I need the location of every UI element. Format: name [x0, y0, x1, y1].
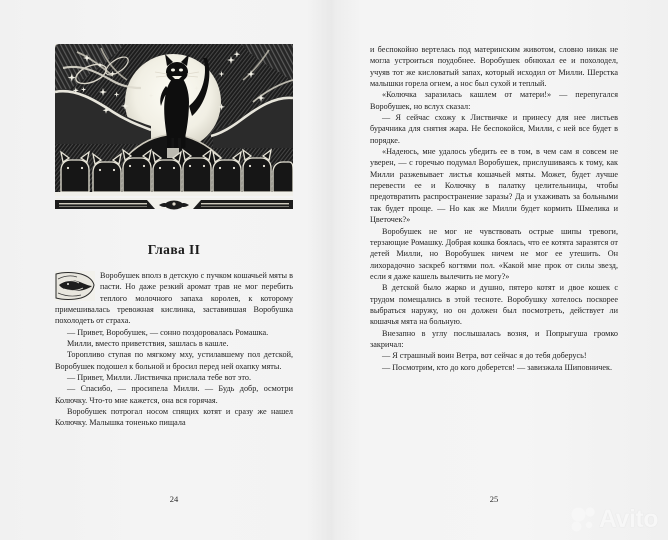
- ornamental-rule-icon: [55, 198, 293, 212]
- paragraph: [370, 282, 618, 327]
- paragraph-text: «Колючка заразилась кашлем от матери!» — перепугался Воробушек, но вслух сказал:: [370, 90, 618, 111]
- right-page-text: [370, 44, 618, 373]
- paragraph-text: — Привет, Милли. Листвичка прислала тебе вот это.: [67, 373, 252, 383]
- paragraph-text: — Посмотрим, кто до кого доберется! — завизжала Шиповничек.: [382, 362, 613, 372]
- paragraph: [55, 372, 293, 383]
- paragraph-text: В детской было жарко и душно, пятеро котят и двое кошек с трудом помещались в этой тесноте. Воробушку хотелось поскорее выбраться наружу, но он должен был посмотреть, действует ли кошачья мята на больную.: [370, 283, 618, 327]
- paragraph-text: и беспокойно вертелась под материнским животом, словно никак не могла устроиться поудобнее. Воробушек обнюхал ее и похолодел, учуяв тот же кисловатый запах, который исходил от Милли. Шерстка малышки горела огнем, а нос был сухой и теплый.: [370, 45, 618, 89]
- paragraph: [55, 406, 293, 429]
- paragraph: [55, 327, 293, 338]
- paragraph: [370, 89, 618, 112]
- paragraph: [370, 44, 618, 89]
- moon-cat-engraving-icon: [55, 44, 293, 196]
- paragraph: [370, 146, 618, 225]
- paragraph: [370, 362, 618, 373]
- page-number-left: 24: [169, 494, 179, 504]
- paragraph: [55, 270, 293, 327]
- paragraph-text: Воробушек потрогал носом спящих котят и сразу же нашел Колючку. Малышка тоненько пищала: [55, 407, 293, 428]
- paragraph: [370, 112, 618, 146]
- paragraph-text: — Спасибо, — просипела Милли. — Будь добр, осмотри Колючку. Что-то мне кажется, она вся горячая.: [55, 384, 293, 405]
- paragraph-text: — Привет, Воробушек, — сонно поздоровалась Ромашка.: [67, 327, 269, 337]
- right-page: [334, 0, 668, 540]
- chapter-illustration: [55, 44, 293, 212]
- page-number-right: 25: [489, 494, 499, 504]
- chapter-title: Глава II: [147, 242, 201, 257]
- vignette-engraving-icon: [55, 271, 95, 301]
- paragraph-text: Милли, вместо приветствия, зашлась в кашле.: [67, 339, 229, 349]
- paragraph: [55, 338, 293, 349]
- paragraph-text: — Я страшный воин Ветра, вот сейчас я до тебя доберусь!: [382, 351, 587, 361]
- paragraph: [370, 328, 618, 351]
- paragraph: [55, 349, 293, 372]
- paragraph: [370, 350, 618, 361]
- chapter-vignette-icon: [55, 271, 95, 301]
- paragraph-text: «Надеюсь, мне удалось убедить ее в том, в чем сам я совсем не уверен, — с горечью подумал Воробушек, прислушиваясь к тому, как Милли разжевывает листья кошачьей мяты. Может, будет лучше перевести ее и Колючку в палатку целительницы, чтобы предотвратить распространение заразы? Да и ухаживать за больными так будет проще. — Но как же Милли будет кормить Шмелика и Цветочек?»: [370, 147, 618, 225]
- paragraph-text: Воробушек не мог не чувствовать острые шипы тревоги, терзающие Ромашку. Добрая кошка боялась, что ее котята заразятся от детей Милли, но Воробушек ничем не мог ее утешить. Он лихорадочно заскреб когтями пол. «Какой мне прок от силы звезд, если я даже кашель вылечить не могу?»: [370, 226, 618, 281]
- avito-wordmark: Avito: [598, 504, 658, 533]
- paragraph-text: Торопливо ступая по мягкому мху, устилавшему пол детской, Воробушек подошел к больной и бросил перед ней охапку мяты.: [55, 350, 293, 371]
- paragraph-text: Внезапно в углу послышалась возня, и Попрыгуша громко закричал:: [370, 328, 618, 349]
- paragraph: [370, 226, 618, 283]
- left-page-text: [55, 270, 293, 429]
- paragraph: [55, 383, 293, 406]
- paragraph-text: — Я сейчас схожу к Листвичке и принесу для нее листьев бурачника для снятия жара. Не беспокойся, Милли, с ней все будет в порядке.: [370, 113, 618, 145]
- paragraph-text: Воробушек вполз в детскую с пучком кошачьей мяты в пасти. Но даже резкий аромат трав не мог перебить теплого молочного запаха королев, к которому примешивалась тревожная кислинка, заставившая Воробушка похолодеть от страха.: [55, 271, 293, 326]
